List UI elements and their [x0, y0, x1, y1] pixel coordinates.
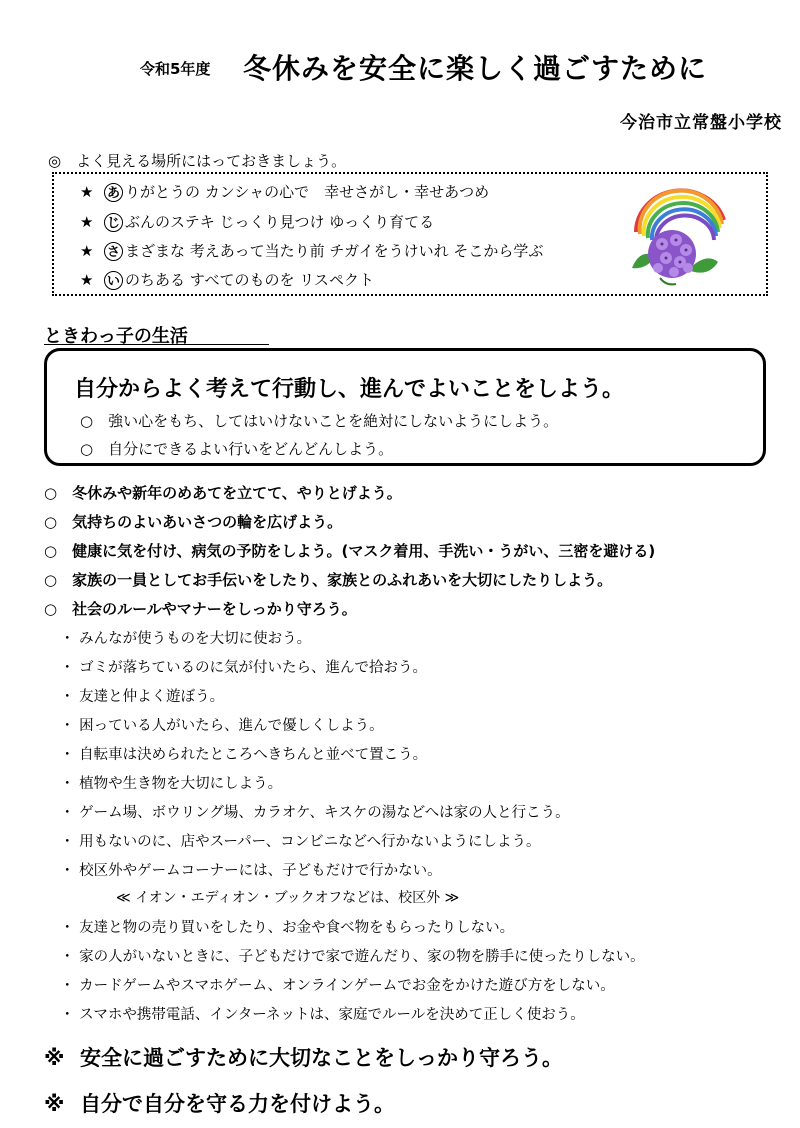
school-name: 今治市立常盤小学校	[620, 113, 782, 133]
rule-item: ○ 社会のルールやマナーをしっかり守ろう。	[44, 600, 357, 618]
rainbow-hydrangea-icon	[626, 182, 726, 288]
manner-item: ・ ゴミが落ちているのに気が付いたら、進んで拾おう。	[60, 660, 427, 676]
closing-text: 安全に過ごすために大切なことをしっかり守ろう。	[80, 1046, 563, 1070]
manner-item: ・ 用もないのに、店やスーパー、コンビニなどへ行かないようにしよう。	[60, 834, 541, 850]
motto-row	[80, 211, 434, 232]
section-underline	[44, 344, 269, 345]
motto-initial: じ	[104, 213, 123, 232]
manner-item: ・ 校区外やゲームコーナーには、子どもだけで行かない。	[60, 863, 442, 879]
reference-mark: ※	[44, 1046, 65, 1070]
motto-initial: さ	[104, 242, 123, 261]
manner-item: ・ 家の人がいないときに、子どもだけで家で遊んだり、家の物を勝手に使ったりしない。	[60, 949, 645, 965]
manner-item: ・ 友達と仲よく遊ぼう。	[60, 689, 225, 705]
school-year: 令和5年度	[140, 60, 211, 78]
intro-text: ◎ よく見える場所にはっておきましょう。	[48, 152, 347, 170]
motto-initial: あ	[104, 183, 123, 202]
manner-item: ・ みんなが使うものを大切に使おう。	[60, 631, 312, 647]
rule-item: ○ 家族の一員としてお手伝いをしたり、家族とのふれあいを大切にしたりしよう。	[44, 571, 613, 589]
page-title: 冬休みを安全に楽しく過ごすために	[243, 52, 708, 85]
star-icon: ★	[80, 183, 94, 201]
motto-text: まざまな 考えあって当たり前 チガイをうけいれ そこから学ぶ	[125, 242, 544, 260]
motto-row	[80, 269, 374, 290]
motto-row	[80, 240, 543, 261]
closing-line	[44, 1042, 563, 1072]
manner-item: ・ カードゲームやスマホゲーム、オンラインゲームでお金をかけた遊び方をしない。	[60, 978, 615, 994]
manner-item: ・ 困っている人がいたら、進んで優しくしよう。	[60, 718, 384, 734]
out-of-district-note: ≪ イオン・エディオン・ブックオフなどは、校区外 ≫	[116, 890, 460, 906]
goal-item: ○ 強い心をもち、してはいけないことを絶対にしないようにしよう。	[80, 412, 559, 430]
motto-row	[80, 181, 489, 202]
manner-item: ・ 自転車は決められたところへきちんと並べて置こう。	[60, 747, 428, 763]
rule-item: ○ 気持ちのよいあいさつの輪を広げよう。	[44, 513, 343, 531]
reference-mark: ※	[44, 1092, 65, 1116]
star-icon: ★	[80, 271, 94, 289]
manner-item: ・ スマホや携帯電話、インターネットは、家庭でルールを決めて正しく使おう。	[60, 1007, 585, 1023]
star-icon: ★	[80, 242, 94, 260]
goal-item: ○ 自分にできるよい行いをどんどんしよう。	[80, 440, 394, 458]
manner-item: ・ 植物や生き物を大切にしよう。	[60, 776, 283, 792]
closing-text: 自分で自分を守る力を付けよう。	[80, 1092, 395, 1116]
manner-item: ・ ゲーム場、ボウリング場、カラオケ、キスケの湯などへは家の人と行こう。	[60, 805, 570, 821]
motto-text: ぶんのステキ じっくり見つけ ゆっくり育てる	[125, 213, 435, 231]
star-icon: ★	[80, 213, 94, 231]
motto-initial: い	[104, 271, 123, 290]
motto-text: のちある すべてのものを リスペクト	[125, 271, 374, 289]
rule-item: ○ 冬休みや新年のめあてを立てて、やりとげよう。	[44, 484, 402, 502]
rule-item: ○ 健康に気を付け、病気の予防をしよう。(マスク着用、手洗い・うがい、三密を避ける)	[44, 542, 656, 560]
section-title: ときわっ子の生活	[44, 326, 188, 347]
motto-text: りがとうの カンシャの心で 幸せさがし・幸せあつめ	[125, 183, 490, 201]
goal-headline: 自分からよく考えて行動し、進んでよいことをしよう。	[74, 377, 625, 402]
manner-item: ・ 友達と物の売り買いをしたり、お金や食べ物をもらったりしない。	[60, 920, 515, 936]
closing-line	[44, 1088, 395, 1118]
